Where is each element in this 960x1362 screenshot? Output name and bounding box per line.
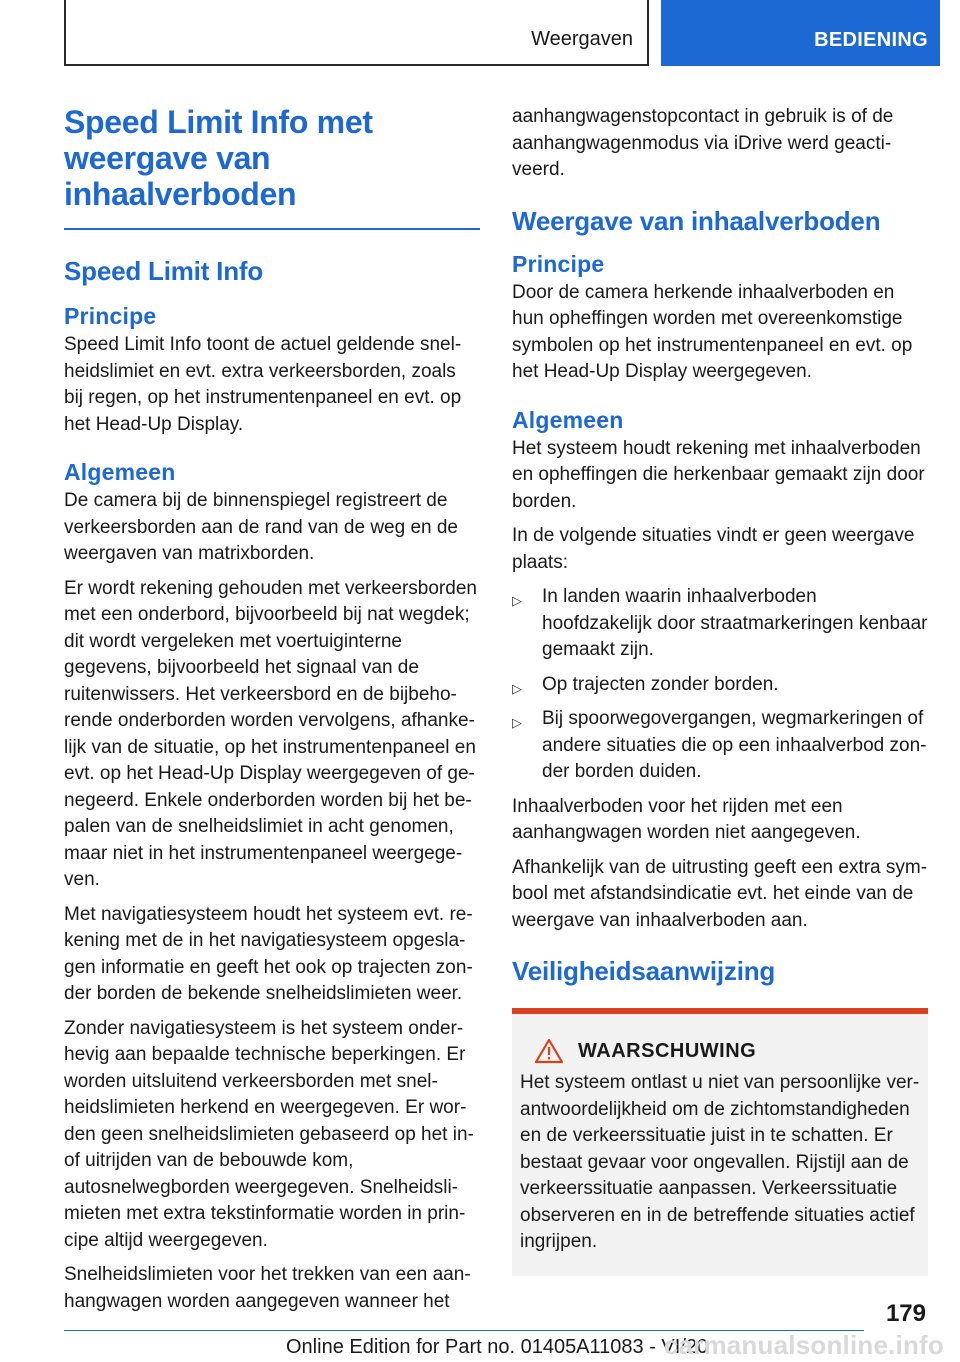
paragraph: Er wordt rekening gehouden met verkeersborden met een onderbord, bijvoorbeeld bij nat wegdek; dit wordt vergeleken met voertuiginterne gegevens, bijvoorbeeld het signaal van de ruitenwissers. Het verkeersbord en de bijbehorende onderborden worden vervolgens, afhankelijk van de situatie, op het instrumentenpaneel en evt. op het Head-Up Display weergegeven of genegeerd. Enkele onderborden worden bij het bepalen van de snelheidslimiet in acht genomen, maar niet in het instrumentenpaneel weergegeven. [64, 577, 477, 890]
principle-text-right: Door de camera herkende inhaalverboden en hun opheffingen worden met overeenkomstige symbolen op het instrumentenpaneel en evt. op het Head-Up Display weergegeven. [512, 281, 913, 382]
heading-speed-limit-info: Speed Limit Info [64, 256, 264, 286]
warning-box [512, 1008, 928, 1276]
continuation-text: aanhangwagenstopcontact in gebruik is of de aanhangwagenmodus via iDrive werd geactiveerd. [512, 106, 894, 180]
left-column [64, 104, 480, 1315]
paragraph: Snelheidslimieten voor het trekken van een aanhangwagen worden aangegeven wanneer het [64, 1264, 471, 1312]
header-section-title: Weergaven [531, 28, 633, 50]
header-chapter-label: BEDIENING [814, 29, 928, 51]
paragraph: Zonder navigatiesysteem is het systeem onderhevig aan bepaalde technische beperkingen. Er worden uitsluitend verkeersborden met snelheidslimieten herkend en weergegeven. Er worden geen snelheidslimieten gebaseerd op het in- of uitrijden van de bebouwde kom, autosnelwegborden weergegeven. Snelheidslimieten met extra tekstinformatie worden in principe altijd weergegeven. [64, 1017, 474, 1251]
general-text-right: Het systeem houdt rekening met inhaalverboden en opheffingen die herkenbaar gemaakt zijn door borden. [512, 437, 925, 512]
warning-title [520, 1038, 920, 1064]
heading-principle-right: Principe [512, 250, 605, 277]
triangle-bullet-icon: ▷ [512, 593, 522, 608]
warning-label: WAARSCHUWING [578, 1039, 757, 1062]
heading-safety: Veiligheidsaanwijzing [512, 956, 776, 986]
footer-edition: Online Edition for Part no. 01405A11083 - VI/20 [286, 1336, 709, 1358]
heading-principle-left: Principe [64, 303, 157, 329]
list-item: ▷ Op trajecten zonder borden. [512, 672, 928, 699]
warning-triangle-icon [534, 1038, 564, 1064]
page-title: Speed Limit Info met weergave van inhaalverboden [64, 104, 373, 212]
situations-intro: In de volgende situaties vindt er geen weergave plaats: [512, 525, 915, 573]
triangle-bullet-icon: ▷ [512, 680, 522, 696]
title-rule [64, 228, 480, 230]
watermark-logo: carmanualsonline.info [663, 1330, 944, 1360]
header-chapter-tab [661, 0, 940, 66]
paragraph: Afhankelijk van de uitrusting geeft een extra symbool met afstandsindicatie evt. het einde van de weergave van inhaalverboden aan. [512, 856, 928, 931]
heading-general-right: Algemeen [512, 406, 624, 433]
page-number: 179 [885, 1300, 926, 1327]
right-column [512, 104, 928, 1276]
heading-overtaking-display: Weergave van inhaalverboden [512, 205, 881, 236]
header-section-box [64, 0, 649, 66]
paragraph: De camera bij de binnenspiegel registreert de verkeersborden aan de rand van de weg en de weergaven van matrixborden. [64, 490, 458, 564]
situations-list [512, 584, 928, 786]
warning-text: Het systeem ontlast u niet van persoonlijke verantwoordelijkheid om de zichtomstandigheden en de verkeerssituatie juist in te schatten. Er bestaat gevaar voor ongevallen. Rijstijl aan de verkeerssituatie aanpassen. Verkeerssituatie observeren en in de betreffende situaties actief ingrijpen. [520, 1072, 920, 1252]
paragraph: Inhaalverboden voor het rijden met een aanhangwagen worden niet aangegeven. [512, 795, 861, 843]
paragraph: Met navigatiesysteem houdt het systeem evt. rekening met de in het navigatiesysteem opgeslagen informatie en geeft het ook op trajecten zonder borden de bekende snelheidslimieten weer. [64, 903, 473, 1004]
list-item: ▷ Bij spoorwegovergangen, wegmarkeringen of andere situaties die op een inhaalverbod zonder borden duiden. [512, 708, 927, 782]
triangle-bullet-icon: ▷ [512, 715, 522, 730]
heading-general-left: Algemeen [64, 459, 176, 485]
principle-text-left: Speed Limit Info toont de actuel geldende snelheidslimiet en evt. extra verkeersborden, zoals bij regen, op het instrumentenpaneel en evt. op het Head-Up Display. [64, 334, 462, 435]
list-item: ▷ In landen waarin inhaalverboden hoofdzakelijk door straatmarkeringen kenbaar gemaakt zijn. [512, 586, 928, 660]
